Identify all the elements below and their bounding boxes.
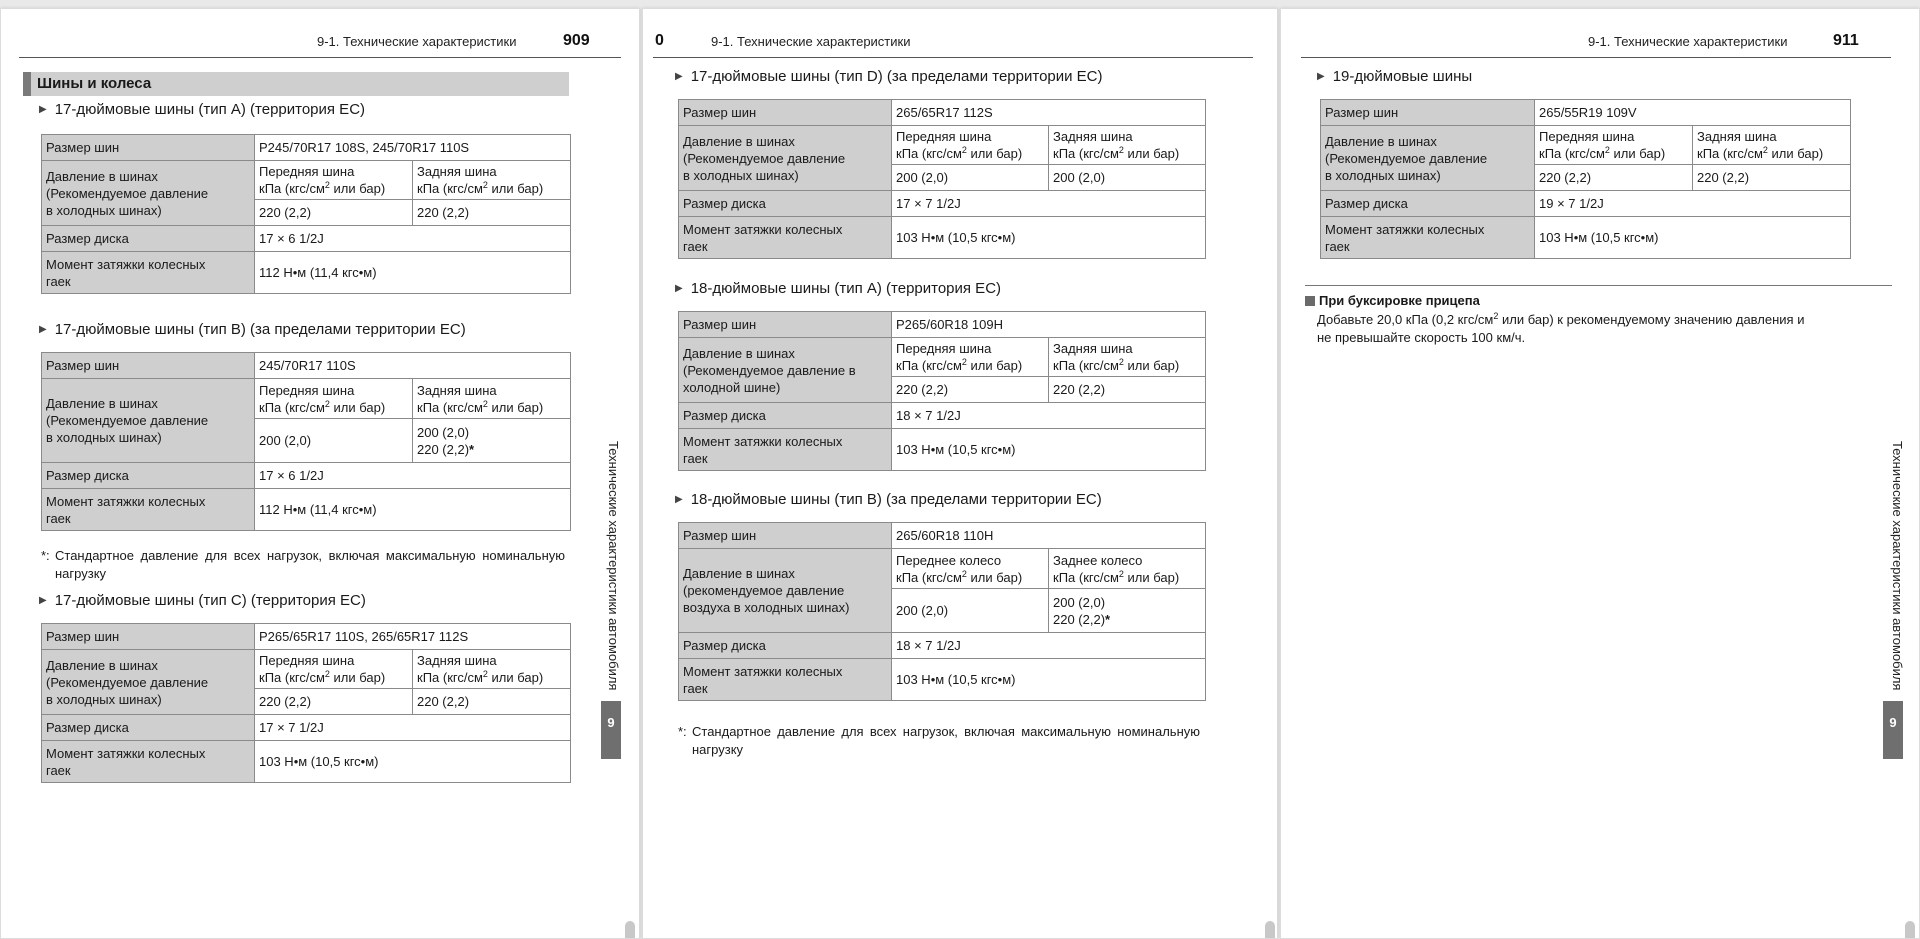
header-rule [19, 57, 621, 58]
scroll-handle[interactable] [1905, 921, 1915, 939]
triangle-bullet-icon: ▶ [39, 595, 47, 606]
table-row: Момент затяжки колесных гаек 103 Н•м (10,5 кгс•м) [1321, 217, 1851, 259]
asterisk-mark: * [1105, 611, 1111, 627]
table-row: 220 (2,2) 220 (2,2) [42, 689, 571, 715]
triangle-bullet-icon: ▶ [39, 104, 47, 115]
side-chapter-label: Технические характеристики автомобиля [606, 441, 621, 691]
page-number: 909 [563, 32, 590, 49]
subheading-17d: ▶ 17-дюймовые шины (тип D) (за пределами территории ЕС) [675, 68, 1103, 85]
tire-table-17b [41, 352, 571, 531]
triangle-bullet-icon: ▶ [675, 283, 683, 294]
page-number: 911 [1833, 32, 1859, 49]
header-section: 9-1. Технические характеристики [317, 34, 517, 49]
triangle-bullet-icon: ▶ [675, 494, 683, 505]
table-row: 200 (2,0) 200 (2,0) 220 (2,2)* [42, 419, 571, 463]
chapter-tab: 9 [601, 701, 621, 759]
square-bullet-icon [1305, 296, 1315, 306]
triangle-bullet-icon: ▶ [39, 324, 47, 335]
table-row: Размер диска 17 × 7 1/2J [679, 191, 1206, 217]
table-row: Момент затяжки колесных гаек 103 Н•м (10,5 кгс•м) [679, 217, 1206, 259]
footnote: *: Стандартное давление для всех нагрузок, включая максимальную номинальную нагрузку [678, 724, 1200, 757]
table-row: Размер шин 265/55R19 109V [1321, 100, 1851, 126]
table-row: Размер шин P265/60R18 109H [679, 312, 1206, 338]
table-row: Размер шин 265/60R18 110H [679, 523, 1206, 549]
table-row: Размер диска 18 × 7 1/2J [679, 633, 1206, 659]
tire-table-18a [678, 311, 1206, 471]
scroll-handle[interactable] [1265, 921, 1275, 939]
table-row: Размер шин P245/70R17 108S, 245/70R17 110S [42, 135, 571, 161]
subheading-17c: ▶ 17-дюймовые шины (тип C) (территория ЕС) [39, 592, 366, 609]
table-row: Размер диска 19 × 7 1/2J [1321, 191, 1851, 217]
subheading-18b: ▶ 18-дюймовые шины (тип B) (за пределами территории ЕС) [675, 491, 1102, 508]
table-row: 220 (2,2) 220 (2,2) [42, 200, 571, 226]
header-section: 9-1. Технические характеристики [711, 34, 911, 49]
triangle-bullet-icon: ▶ [675, 71, 683, 82]
table-row: 200 (2,0) 200 (2,0) [679, 165, 1206, 191]
table-row: Давление в шинах (Рекомендуемое давление в холодных шинах) Передняя шина кПа ($кгс/см^2$ или бар) Задняя шина кПа ($кгс/см^2$ или бар) [1321, 126, 1851, 165]
table-row: Давление в шинах (Рекомендуемое давление в холодных шинах) Передняя шина кПа ($кгс/см^2$ или бар) Задняя шина кПа ($кгс/см^2$ или бар) [42, 161, 571, 200]
triangle-bullet-icon: ▶ [1317, 71, 1325, 82]
header-section: 9-1. Технические характеристики [1588, 34, 1788, 49]
scroll-handle[interactable] [625, 921, 635, 939]
subheading-18a: ▶ 18-дюймовые шины (тип A) (территория ЕС) [675, 280, 1002, 297]
table-row: 200 (2,0) 200 (2,0) 220 (2,2)* [679, 589, 1206, 633]
table-row: Давление в шинах (Рекомендуемое давление в холодных шинах) Передняя шина кПа ($кгс/см^2$ или бар) Задняя шина кПа ($кгс/см^2$ или бар) [42, 650, 571, 689]
table-row: 220 (2,2) 220 (2,2) [1321, 165, 1851, 191]
table-row: Давление в шинах (Рекомендуемое давление в холодных шинах) Передняя шина кПа ($кгс/см^2$ или бар) Задняя шина кПа ($кгс/см^2$ или бар) [42, 379, 571, 419]
table-row: Давление в шинах (Рекомендуемое давление в холодной шине) Передняя шина кПа ($кгс/см^2$ или бар) Задняя шина кПа ($кгс/см^2$ или бар) [679, 338, 1206, 377]
header-rule [653, 57, 1253, 58]
table-row: Давление в шинах (рекомендуемое давление воздуха в холодных шинах) Переднее колесо кПа ($кгс/см^2$ или бар) Заднее колесо кПа ($кгс/см^2$ или бар) [679, 549, 1206, 589]
table-row: Размер диска 17 × 6 1/2J [42, 226, 571, 252]
section-title: Шины и колеса [23, 72, 569, 96]
table-row: Момент затяжки колесных гаек 112 Н•м (11,4 кгс•м) [42, 252, 571, 294]
note-rule [1305, 285, 1892, 286]
header-rule [1301, 57, 1891, 58]
table-row: Момент затяжки колесных гаек 103 Н•м (10,5 кгс•м) [42, 741, 571, 783]
side-chapter-label: Технические характеристики автомобиля [1890, 441, 1905, 691]
subheading-17b: ▶ 17-дюймовые шины (тип B) (за пределами территории ЕС) [39, 321, 466, 338]
subheading-19: ▶ 19-дюймовые шины [1317, 68, 1473, 85]
table-row: Размер диска 17 × 6 1/2J [42, 463, 571, 489]
tire-table-18b [678, 522, 1206, 701]
table-row: Размер шин 245/70R17 110S [42, 353, 571, 379]
tire-table-17c [41, 623, 571, 783]
note-text: Добавьте 20,0 кПа (0,2 кгс/$см^2$ или бар) к рекомендуемому значению давления и не превышайте скорость 100 км/ч. [1317, 311, 1805, 345]
page-number: 0 [655, 32, 664, 49]
table-row: 220 (2,2) 220 (2,2) [679, 377, 1206, 403]
tire-table-17a [41, 134, 571, 294]
asterisk-mark: * [469, 441, 475, 457]
footnote: *: Стандартное давление для всех нагрузок, включая максимальную номинальную нагрузку [41, 548, 565, 581]
tire-table-19 [1320, 99, 1851, 259]
table-row: Момент затяжки колесных гаек 112 Н•м (11,4 кгс•м) [42, 489, 571, 531]
page-911 [1280, 8, 1920, 939]
page-910 [642, 8, 1278, 939]
table-row: Размер шин P265/65R17 110S, 265/65R17 112S [42, 624, 571, 650]
chapter-tab: 9 [1883, 701, 1903, 759]
tire-table-17d [678, 99, 1206, 259]
note-title: При буксировке прицепа [1305, 293, 1480, 308]
table-row: Момент затяжки колесных гаек 103 Н•м (10,5 кгс•м) [679, 659, 1206, 701]
page-909 [0, 8, 640, 939]
table-row: Давление в шинах (Рекомендуемое давление в холодных шинах) Передняя шина кПа ($кгс/см^2$ или бар) Задняя шина кПа ($кгс/см^2$ или бар) [679, 126, 1206, 165]
table-row: Размер диска 17 × 7 1/2J [42, 715, 571, 741]
table-row: Размер шин 265/65R17 112S [679, 100, 1206, 126]
table-row: Размер диска 18 × 7 1/2J [679, 403, 1206, 429]
subheading-17a: ▶ 17-дюймовые шины (тип A) (территория ЕС) [39, 101, 366, 118]
table-row: Момент затяжки колесных гаек 103 Н•м (10,5 кгс•м) [679, 429, 1206, 471]
